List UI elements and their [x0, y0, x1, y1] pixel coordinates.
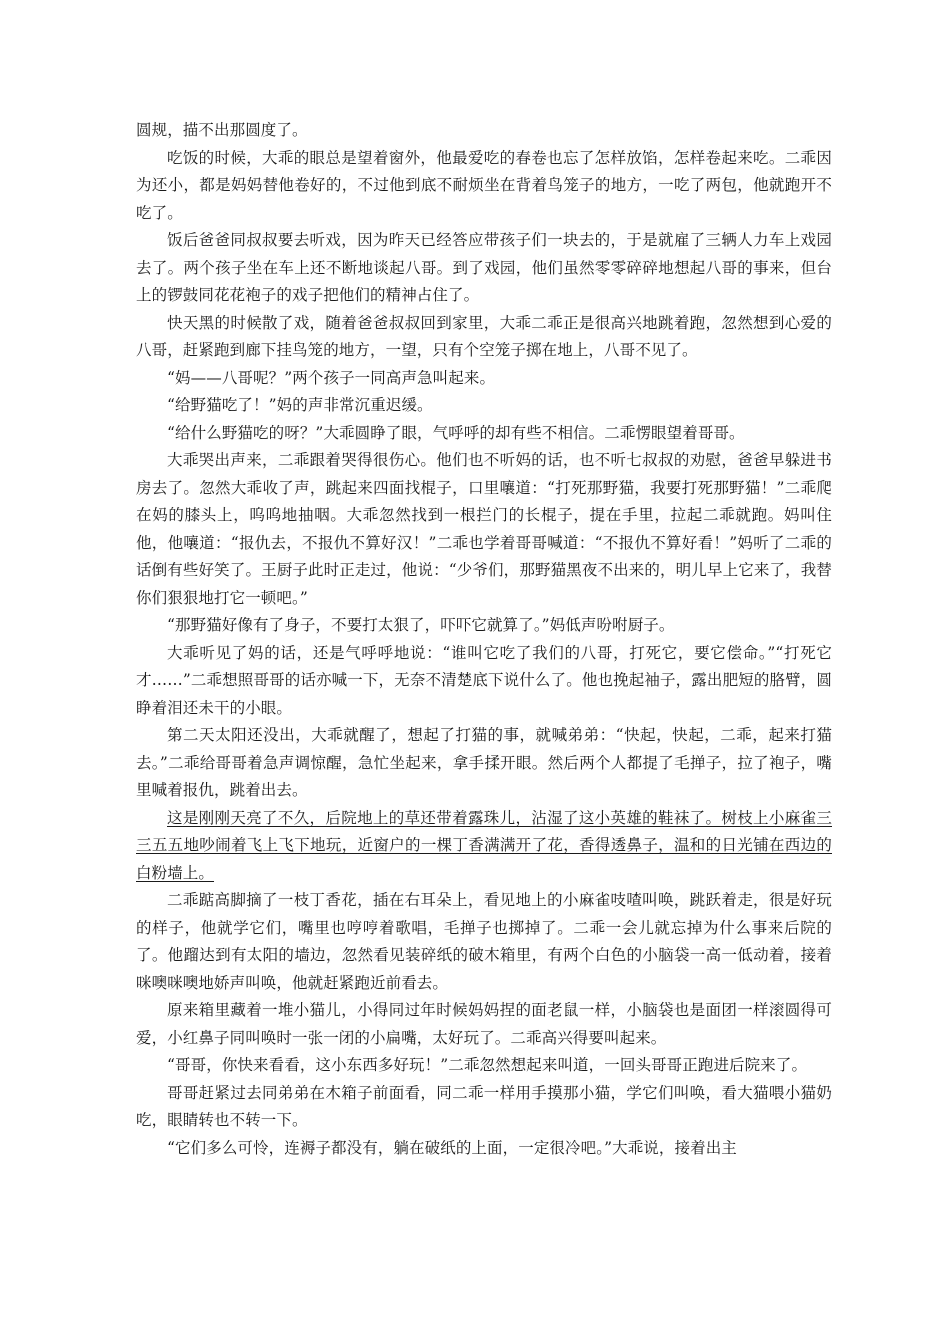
- paragraph: “妈——八哥呢？”两个孩子一同高声急叫起来。: [167, 368, 496, 387]
- paragraph: 大乖哭出声来，二乖跟着哭得很伤心。他们也不听妈的话，也不听七叔叔的劝慰，爸爸早躲进书房去了。忽然大乖收了声，跳起来四面找棍子，口里嚷道：“打死那野猫，我要打死那野猫！”二乖爬在妈的膝头上，呜呜地抽咽。大乖忽然找到一根拦门的长棍子，提在手里，拉起二乖就跑。妈叫住他，他嚷道：“报仇去，不报仇不算好汉！”二乖也学着哥哥喊道：“不报仇不算好看！”妈听了二乖的话倒有些好笑了。王厨子此时正走过，他说：“少爷们，那野猫黑夜不出来的，明儿早上它来了，我替你们狠狠地打它一顿吧。”: [136, 451, 832, 607]
- paragraph: 吃饭的时候，大乖的眼总是望着窗外，他最爱吃的春卷也忘了怎样放馅，怎样卷起来吃。二乖因为还小，都是妈妈替他卷好的，不过他到底不耐烦坐在背着鸟笼子的地方，一吃了两包，他就跑开不吃了。: [136, 148, 832, 222]
- paragraph: “它们多么可怜，连褥子都没有，躺在破纸的上面，一定很冷吧。”大乖说，接着出主: [167, 1138, 737, 1157]
- paragraph: 二乖踮高脚摘了一枝丁香花，插在右耳朵上，看见地上的小麻雀吱喳叫唤，跳跃着走，很是好玩的样子，他就学它们，嘴里也哼哼着歌唱，毛掸子也掷掉了。二乖一会儿就忘掉为什么事来后院的了。他蹓达到有太阳的墙边，忽然看见装碎纸的破木箱里，有两个白色的小脑袋一高一低动着，接着咪噢咪噢地娇声叫唤，他就赶紧跑近前看去。: [136, 891, 832, 992]
- underlined-paragraph: 这是刚刚天亮了不久，后院地上的草还带着露珠儿，沾湿了这小英雄的鞋袜了。树枝上小麻雀三三五五地吵闹着飞上飞下地玩，近窗户的一棵丁香满满开了花，香得透鼻子，温和的日光铺在西边的白粉墙上。: [136, 808, 832, 882]
- paragraph: 快天黑的时候散了戏，随着爸爸叔叔回到家里，大乖二乖正是很高兴地跳着跑，忽然想到心爱的八哥，赶紧跑到廊下挂鸟笼的地方，一望，只有个空笼子掷在地上，八哥不见了。: [136, 313, 832, 359]
- paragraph: 圆规，描不出那圆度了。: [136, 121, 308, 139]
- paragraph: 饭后爸爸同叔叔要去听戏，因为昨天已经答应带孩子们一块去的，于是就雇了三辆人力车上戏园去了。两个孩子坐在车上还不断地谈起八哥。到了戏园，他们虽然零零碎碎地想起八哥的事来，但台上的锣鼓同花花袍子的戏子把他们的精神占住了。: [136, 231, 832, 304]
- paragraph: 第二天太阳还没出，大乖就醒了，想起了打猫的事，就喊弟弟：“快起，快起，二乖，起来打猫去。”二乖给哥哥着急声调惊醒，急忙坐起来，拿手揉开眼。然后两个人都提了毛掸子，拉了袍子，嘴里喊着报仇，跳着出去。: [136, 726, 832, 799]
- paragraph: 哥哥赶紧过去同弟弟在木箱子前面看，同二乖一样用手摸那小猫，学它们叫唤，看大猫喂小猫奶吃，眼睛转也不转一下。: [136, 1083, 832, 1129]
- paragraph: 大乖听见了妈的话，还是气呼呼地说：“谁叫它吃了我们的八哥，打死它，要它偿命。”“打死它才……”二乖想照哥哥的话亦喊一下，无奈不清楚底下说什么了。他也挽起袖子，露出肥短的胳臂，圆睁着泪还未干的小眼。: [136, 643, 832, 717]
- paragraph: “给野猫吃了！”妈的声非常沉重迟缓。: [167, 396, 433, 414]
- document-page: [136, 117, 832, 1162]
- paragraph: “哥哥，你快来看看，这小东西多好玩！”二乖忽然想起来叫道，一回头哥哥正跑进后院来了。: [167, 1056, 808, 1074]
- paragraph: 原来箱里藏着一堆小猫儿，小得同过年时候妈妈捏的面老鼠一样，小脑袋也是面团一样滚圆得可爱，小红鼻子同叫唤时一张一闭的小扁嘴，太好玩了。二乖高兴得要叫起来。: [136, 1001, 832, 1047]
- paragraph: “那野猫好像有了身子，不要打太狠了，吓吓它就算了。”妈低声吩咐厨子。: [167, 616, 675, 634]
- paragraph: “给什么野猫吃的呀？”大乖圆睁了眼，气呼呼的却有些不相信。二乖愣眼望着哥哥。: [167, 423, 745, 442]
